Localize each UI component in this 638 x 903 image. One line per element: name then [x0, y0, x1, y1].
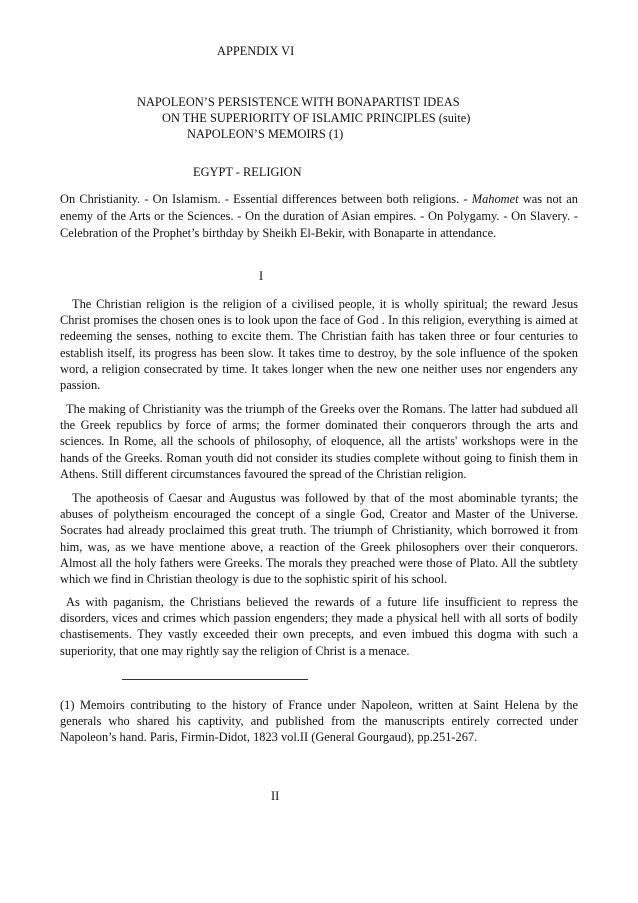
- title-line-1: NAPOLEON’S PERSISTENCE WITH BONAPARTIST IDEAS: [137, 95, 460, 109]
- chapter-summary: [60, 191, 578, 242]
- section-numeral-i: I: [259, 269, 264, 283]
- footnote-separator: [122, 679, 308, 680]
- body-paragraph-2: The making of Christianity was the triumph of the Greeks over the Romans. The latter had subdued all the Greek republics by force of arms; the former dominated their conquerors through the arts and sciences. In Rome, all the schools of philosophy, of eloquence, all the artists' workshops were in the hands of the Greeks. Roman youth did not consider its studies complete without going to finish them in Athens. Still different circumstances favoured the spread of the Christian religion.: [60, 402, 578, 481]
- footnote: [60, 697, 578, 746]
- title-line-2: ON THE SUPERIORITY OF ISLAMIC PRINCIPLES (suite): [162, 111, 471, 125]
- footnote-text: Memoirs contributing to the history of France under Napoleon, written at Saint Helena by the generals who shared his captivity, and published from the manuscripts entirely corrected under Napoleon’s hand. Paris, Firmin-Didot, 1823 vol.II (General Gourgaud), pp.251-267.: [60, 698, 578, 745]
- summary-text-start: On Christianity. - On Islamism. - Essential differences between both religions. -: [60, 192, 472, 206]
- section-title: EGYPT - RELIGION: [193, 165, 302, 179]
- appendix-heading: APPENDIX VI: [217, 44, 295, 58]
- body-paragraph-4: As with paganism, the Christians believed the rewards of a future life insufficient to repress the disorders, vices and crimes which passion engenders; they made a physical hell with all sorts of bodily chastisements. They vastly exceeded their own precepts, and even imbued this dogma with such a superiority, that one may rightly say the religion of Christ is a menace.: [60, 595, 578, 658]
- body-paragraph-3: The apotheosis of Caesar and Augustus was followed by that of the most abominable tyrants; the abuses of polytheism encouraged the concept of a single God, Creator and Master of the Universe. Socrates had already proclaimed this great truth. The triumph of Christianity, which borrowed it from him, was, as we have mentione above, a reaction of the Greek philosophers over their conquerors. Almost all the holy fathers were Greeks. The morals they preached were those of Plato. All the subtlety which we find in Christian theology is due to the sophistic spirit of his school.: [60, 491, 578, 587]
- body-paragraph-1: The Christian religion is the religion of a civilised people, it is wholly spiritual; the reward Jesus Christ promises the chosen ones is to look upon the face of God . In this religion, everything is aimed at redeeming the senses, nothing to excite them. The Christian faith has taken three or four centuries to establish itself, its progress has been slow. It takes time to destroy, by the sole influence of the spoken word, a religion consecrated by time. It takes longer when the new one neither uses nor engenders any passion.: [60, 297, 578, 393]
- title-line-3: NAPOLEON’S MEMOIRS (1): [187, 127, 344, 141]
- section-numeral-ii: II: [271, 789, 280, 803]
- summary-italic-word: Mahomet: [471, 192, 519, 206]
- footnote-marker: (1): [60, 698, 75, 712]
- summary-text-end: was not an enemy of the Arts or the Sciences. - On the duration of Asian empires. - On Polygamy. - On Slavery. - Celebration of the Prophet’s birthday by Sheikh El-Bekir, with Bonaparte in attendance.: [60, 192, 578, 240]
